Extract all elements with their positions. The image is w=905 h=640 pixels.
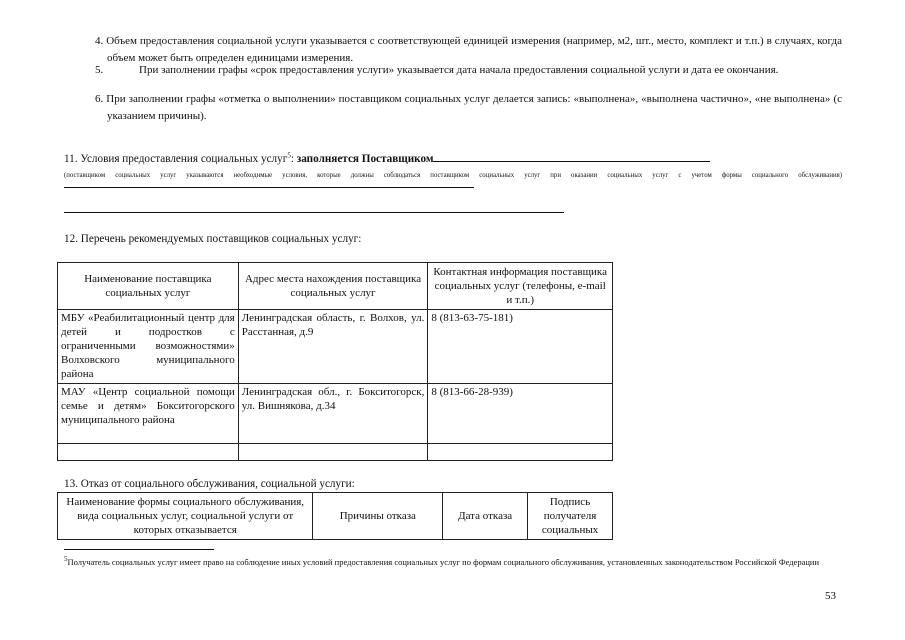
footnote-text: Получатель социальных услуг имеет право на соблюдение иных условий предоставления социальных услуг по формам социального обслуживания, установленных законодательством Российской Федерации <box>67 557 819 567</box>
footnote <box>64 556 842 568</box>
note-text: Объем предоставления социальной услуги указывается с соответствующей единицей измерения (например, м2, шт., место, комплект и т.п.) в случаях, когда объем может быть определен единицами измерения. <box>106 35 842 64</box>
refusal-table <box>57 492 613 540</box>
fill-by-supplier-label: заполняется Поставщиком <box>296 153 434 165</box>
header-cell: Адрес места нахождения поставщика социальных услуг <box>238 263 428 310</box>
note-text: При заполнении графы «срок предоставления услуги» указывается дата начала предоставления социальной услуги и дата ее окончания. <box>139 64 779 76</box>
empty-cell <box>238 444 428 461</box>
table-header-row <box>58 263 613 310</box>
table-row <box>58 310 613 384</box>
empty-cell <box>58 444 239 461</box>
footnote-number: 5 <box>64 555 68 564</box>
section-11-explanation: (поставщиком социальных услуг указываются необходимые условия, которые должны соблюдаться поставщиком социальных услуг при оказании социальных услуг с учетом формы социального обслуживания) <box>64 171 842 192</box>
fill-line <box>433 151 710 162</box>
table-header-row <box>58 493 613 540</box>
providers-table <box>57 262 613 461</box>
section-13-title: 13. Отказ от социального обслуживания, социальной услуги: <box>64 478 355 490</box>
note-5 <box>95 62 842 79</box>
fill-line <box>64 181 474 188</box>
header-cell: Дата отказа <box>443 493 528 540</box>
table-row <box>58 384 613 444</box>
header-cell: Контактная информация поставщика социальных услуг (телефоны, e-mail и т.п.) <box>428 263 613 310</box>
fill-line <box>64 212 564 213</box>
provider-contact-cell: 8 (813-66-28-939) <box>428 384 613 444</box>
header-cell: Наименование поставщика социальных услуг <box>58 263 239 310</box>
note-6 <box>85 91 842 124</box>
empty-cell <box>428 444 613 461</box>
note-number: 4. <box>95 35 104 47</box>
footnote-ref: 5 <box>287 151 291 160</box>
section-11-heading: 11. Условия предоставления социальных услуг$^5$: заполняется Поставщиком <box>64 151 774 165</box>
note-number: 6. <box>95 93 104 105</box>
note-number: 5. <box>95 64 104 76</box>
page-number: 53 <box>825 590 836 602</box>
header-cell: Наименование формы социального обслуживания, вида социальных услуг, социальной услуги от которых отказывается <box>58 493 313 540</box>
section-12-title: 12. Перечень рекомендуемых поставщиков социальных услуг: <box>64 233 362 245</box>
provider-contact-cell: 8 (813-63-75-181) <box>428 310 613 384</box>
table-row <box>58 444 613 461</box>
header-cell: Причины отказа <box>313 493 443 540</box>
provider-address-cell: Ленинградская обл., г. Бокситогорск, ул. Вишнякова, д.34 <box>238 384 428 444</box>
provider-name-cell: МБУ «Реабилитационный центр для детей и подростков с ограниченными возможностями» Волховского муниципального района <box>58 310 239 384</box>
provider-address-cell: Ленинградская область, г. Волхов, ул. Расстанная, д.9 <box>238 310 428 384</box>
footnote-separator <box>64 549 214 550</box>
provider-name-cell: МАУ «Центр социальной помощи семье и детям» Бокситогорского муниципального района <box>58 384 239 444</box>
section-11-title: 11. Условия предоставления социальных услуг <box>64 153 288 165</box>
header-cell: Подпись получателя социальных <box>528 493 613 540</box>
note-text: При заполнении графы «отметка о выполнении» поставщиком социальных услуг делается запись: «выполнена», «выполнена частично», «не выполнена» (с указанием причины). <box>106 93 842 122</box>
